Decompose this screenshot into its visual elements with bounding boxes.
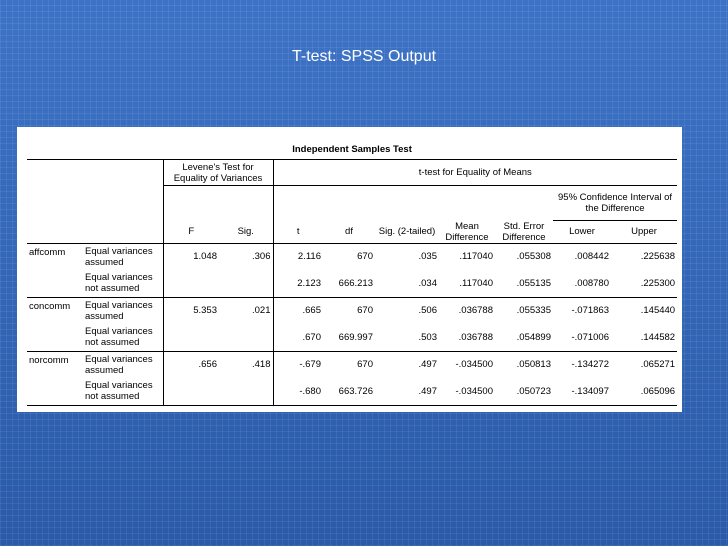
cell-t: -.679 xyxy=(299,359,321,371)
cell-mean-difference: .117040 xyxy=(459,277,493,289)
cell-f xyxy=(163,270,219,297)
cell-t: 2.123 xyxy=(297,277,321,289)
cell-upper: .065096 xyxy=(640,385,676,397)
col-header-t: t xyxy=(296,226,300,237)
col-header-df: df xyxy=(345,226,353,237)
cell-sig-2-tailed: .034 xyxy=(418,277,437,289)
row-assumption: Equal variances assumed xyxy=(85,299,153,322)
cell-lower: -.134097 xyxy=(571,385,609,397)
cell-df: 663.726 xyxy=(338,385,373,397)
cell-t: .665 xyxy=(302,305,321,317)
row-variable: norcomm xyxy=(29,354,69,366)
col-header-sig: Sig. xyxy=(219,221,273,244)
cell-t: -.680 xyxy=(299,385,321,397)
cell-lower: -.071863 xyxy=(571,305,609,317)
cell-lower: -.134272 xyxy=(571,359,609,371)
col-header-lower: Lower xyxy=(569,226,595,238)
cell-std-error-difference: .050813 xyxy=(516,359,551,371)
cell-f xyxy=(163,324,219,351)
row-variable xyxy=(27,324,79,351)
levene-group-header: Levene's Test for Equality of Variances xyxy=(163,160,273,186)
col-header-f: F xyxy=(163,221,219,244)
spss-output-panel xyxy=(17,127,682,412)
cell-mean-difference: -.034500 xyxy=(455,359,493,371)
cell-std-error-difference: .055308 xyxy=(516,251,551,263)
table-row xyxy=(27,378,677,405)
cell-f: 1.048 xyxy=(163,243,219,270)
row-variable xyxy=(27,270,79,297)
cell-lower: -.071006 xyxy=(571,331,609,343)
cell-df: 670 xyxy=(357,359,373,371)
row-assumption: Equal variances assumed xyxy=(85,353,153,376)
ttest-group-header: t-test for Equality of Means xyxy=(273,160,677,186)
cell-sig: .306 xyxy=(219,243,273,270)
cell-upper: .144582 xyxy=(640,331,676,343)
col-header-mean-difference: Mean Difference xyxy=(445,220,489,243)
cell-sig xyxy=(219,270,273,297)
cell-mean-difference: .036788 xyxy=(458,305,493,317)
table-row xyxy=(27,270,677,297)
cell-t: 2.116 xyxy=(297,251,321,263)
cell-f: 5.353 xyxy=(163,297,219,324)
row-variable: concomm xyxy=(29,300,71,312)
cell-sig: .418 xyxy=(219,351,273,378)
cell-sig-2-tailed: .503 xyxy=(418,331,437,343)
cell-df: 666.213 xyxy=(338,277,373,289)
cell-upper: .065271 xyxy=(640,359,676,371)
cell-upper: .225638 xyxy=(640,251,676,263)
cell-sig-2-tailed: .497 xyxy=(418,385,437,397)
table-row xyxy=(27,297,677,324)
cell-df: 669.997 xyxy=(338,331,373,343)
cell-df: 670 xyxy=(357,305,373,317)
row-assumption: Equal variances not assumed xyxy=(85,272,153,295)
row-variable xyxy=(27,378,79,405)
cell-sig: .021 xyxy=(219,297,273,324)
slide-title: T-test: SPSS Output xyxy=(291,48,437,65)
col-header-sig-2-tailed: Sig. (2-tailed) xyxy=(378,226,436,237)
row-variable: affcomm xyxy=(29,246,66,258)
cell-std-error-difference: .055335 xyxy=(516,305,551,317)
cell-f xyxy=(163,378,219,405)
table-row xyxy=(27,243,677,270)
table-header xyxy=(27,139,677,243)
ci-group-header: 95% Confidence Interval of the Difference xyxy=(553,186,677,221)
cell-sig-2-tailed: .035 xyxy=(418,251,437,263)
cell-sig xyxy=(219,378,273,405)
cell-df: 670 xyxy=(357,251,373,263)
row-assumption: Equal variances assumed xyxy=(85,245,153,268)
cell-f: .656 xyxy=(163,351,219,378)
cell-sig xyxy=(219,324,273,351)
table-row xyxy=(27,324,677,351)
row-assumption: Equal variances not assumed xyxy=(85,380,153,403)
cell-mean-difference: .036788 xyxy=(458,331,493,343)
independent-samples-table xyxy=(27,139,677,406)
cell-sig-2-tailed: .506 xyxy=(418,305,437,317)
cell-upper: .225300 xyxy=(640,277,676,289)
table-caption: Independent Samples Test xyxy=(292,143,412,155)
cell-std-error-difference: .055135 xyxy=(516,277,551,289)
cell-lower: .008442 xyxy=(574,251,609,263)
table-row xyxy=(27,351,677,378)
cell-std-error-difference: .054899 xyxy=(516,331,551,343)
cell-upper: .145440 xyxy=(640,305,676,317)
cell-mean-difference: -.034500 xyxy=(455,385,493,397)
cell-mean-difference: .117040 xyxy=(459,251,493,263)
col-header-upper: Upper xyxy=(631,226,657,238)
cell-sig-2-tailed: .497 xyxy=(418,359,437,371)
cell-lower: .008780 xyxy=(574,277,609,289)
row-assumption: Equal variances not assumed xyxy=(85,326,153,349)
col-header-std-error-difference: Std. Error Difference xyxy=(502,220,546,243)
cell-t: .670 xyxy=(302,331,321,343)
cell-std-error-difference: .050723 xyxy=(516,385,551,397)
table-body xyxy=(27,243,677,405)
